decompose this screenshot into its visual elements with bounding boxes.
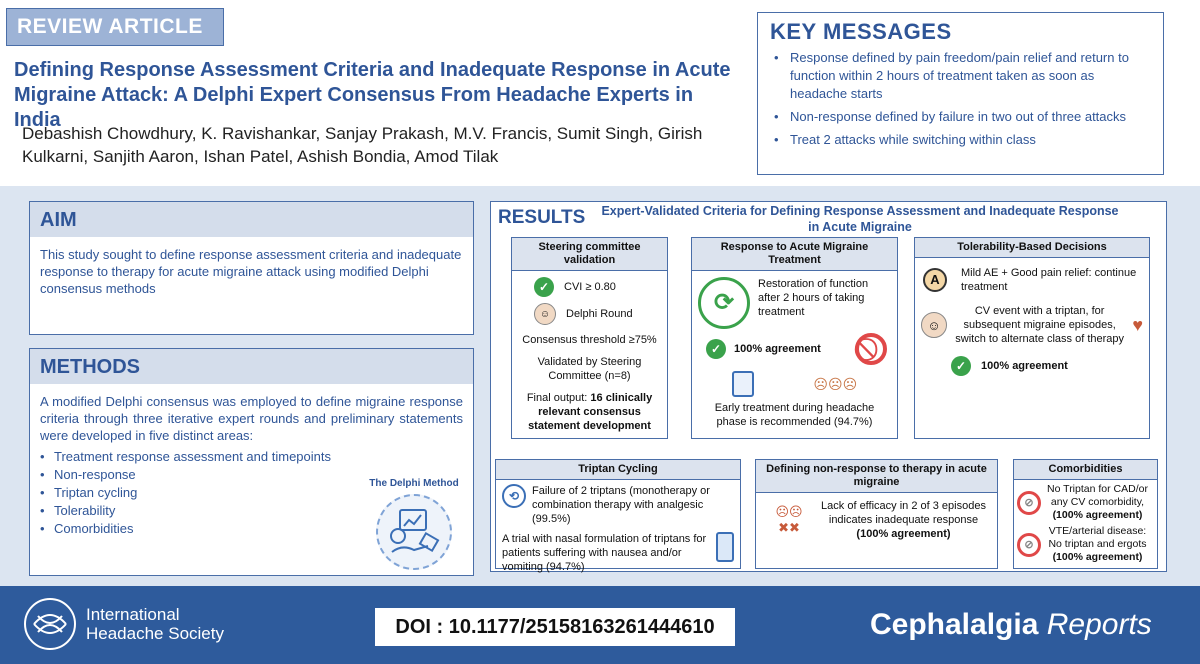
restoration-text: Restoration of function after 2 hours of taking treatment — [758, 278, 869, 318]
cvi-text: CVI ≥ 0.80 — [564, 281, 616, 293]
comorbidities-card — [1013, 459, 1158, 569]
journal-name-2: Reports — [1046, 608, 1152, 641]
check-icon: ✓ — [951, 356, 971, 376]
no-drug-icon: ⊘ — [1017, 533, 1041, 557]
methods-title: METHODS — [40, 356, 140, 378]
response-head: Response to Acute Migraine Treatment — [692, 238, 897, 271]
non-response-head: Defining non-response to therapy in acute migraine — [756, 460, 997, 493]
non-response-agreement: (100% agreement) — [856, 528, 951, 540]
journal-name-1: Cephalalgia — [870, 608, 1039, 641]
cad-agreement: (100% agreement) — [1052, 509, 1143, 521]
non-response-card — [755, 459, 998, 569]
aim-title: AIM — [40, 209, 77, 231]
headache-faces-icon: ☹☹☹ — [813, 376, 858, 392]
review-article-tag: REVIEW ARTICLE — [6, 8, 224, 46]
ihs-line-1: International — [86, 605, 180, 624]
prohibited-icon — [855, 333, 887, 365]
aim-text: This study sought to define response assessment criteria and inadequate response to therapy for acute migraine attack using modified Delphi consensus methods — [40, 247, 462, 296]
response-agreement: 100% agreement — [734, 343, 821, 355]
early-treatment-text: Early treatment during headache phase is recommended (94.7%) — [714, 402, 875, 428]
key-message-item: • Non-response defined by failure in two out of three attacks — [770, 108, 1151, 126]
doctor-icon: ☺ — [534, 303, 556, 325]
ihs-name — [86, 605, 224, 643]
results-subtitle: Expert-Validated Criteria for Defining Response Assessment and Inadequate Response in Acute Migraine — [601, 204, 1119, 234]
vte-agreement: (100% agreement) — [1052, 551, 1143, 563]
check-icon: ✓ — [534, 277, 554, 297]
key-messages-box — [757, 12, 1164, 175]
walking-person-icon: ⟳ — [698, 277, 750, 329]
nasal-text: A trial with nasal formulation of triptans for patients suffering with nausea and/or vomiting (94.7%) — [502, 533, 707, 573]
key-message-item: • Response defined by pain freedom/pain relief and return to function within 2 hours of treatment taken as soon as headache starts — [770, 49, 1151, 103]
tolerability-card — [914, 237, 1150, 439]
delphi-round-text: Delphi Round — [566, 308, 633, 320]
failed-episodes-icon: ☹☹ ✖✖ — [775, 504, 803, 535]
vte-text: VTE/arterial disease: No triptan and ergots — [1048, 525, 1147, 550]
heart-icon: ♥ — [1132, 315, 1143, 335]
methods-item: • Treatment response assessment and timepoints — [40, 448, 473, 466]
steering-committee-card — [511, 237, 668, 439]
comorbidities-head: Comorbidities — [1014, 460, 1157, 480]
article-title: Defining Response Assessment Criteria and Inadequate Response in Acute Migraine Attack: A Delphi Expert Consensus From Headache Experts in India — [14, 59, 731, 131]
key-messages-list — [770, 49, 1151, 149]
ihs-line-2: Headache Society — [86, 624, 224, 643]
methods-item: • Tolerability — [40, 502, 473, 520]
adverse-event-badge: A — [923, 268, 947, 292]
key-message-item: • Treat 2 attacks while switching within class — [770, 131, 1151, 149]
tolerability-head: Tolerability-Based Decisions — [915, 238, 1149, 258]
ihs-logo-icon — [24, 598, 76, 650]
steering-head: Steering committee validation — [512, 238, 667, 271]
tolerability-agreement: 100% agreement — [981, 360, 1068, 372]
triptan-failure-text: Failure of 2 triptans (monotherapy or combination therapy with analgesic (99.5%) — [532, 485, 710, 525]
response-card — [691, 237, 898, 439]
key-messages-title: KEY MESSAGES — [770, 19, 952, 44]
authors: Debashish Chowdhury, K. Ravishankar, Sanjay Prakash, M.V. Francis, Sumit Singh, Girish Kulkarni, Sanjith Aaron, Ishan Patel, Ashish Bondia, Amod Tilak — [22, 124, 703, 166]
pill-bottle-icon — [732, 371, 754, 397]
methods-item: • Comorbidities — [40, 520, 473, 538]
methods-item: • Triptan cycling — [40, 484, 473, 502]
cv-event-text: CV event with a triptan, for subsequent migraine episodes, switch to alternate class of therapy — [955, 305, 1125, 345]
delphi-method-icon — [376, 494, 452, 570]
nasal-spray-icon — [716, 532, 734, 562]
final-output-value: 16 clinically relevant consensus statement development — [528, 392, 653, 432]
aim-panel — [29, 201, 474, 335]
methods-text: A modified Delphi consensus was employed to define migraine response criteria through three iterative expert rounds and preliminary statements were developed in five distinct areas: — [40, 394, 463, 443]
non-response-text: Lack of efficacy in 2 of 3 episodes indicates inadequate response — [821, 500, 986, 526]
journal-name — [870, 608, 1152, 642]
threshold-text: Consensus threshold ≥75% — [522, 334, 657, 346]
validated-text: Validated by Steering Committee (n=8) — [537, 356, 642, 382]
doi: DOI : 10.1177/25158163261444610 — [375, 608, 735, 646]
cycle-icon: ⟲ — [502, 484, 526, 508]
patient-icon: ☺ — [921, 312, 947, 338]
cad-text: No Triptan for CAD/or any CV comorbidity, — [1047, 483, 1148, 508]
methods-item: • Non-response — [40, 466, 473, 484]
triptan-cycling-card — [495, 459, 741, 573]
triptan-head: Triptan Cycling — [496, 460, 740, 480]
mild-ae-text: Mild AE + Good pain relief: continue treatment — [961, 267, 1137, 293]
check-icon: ✓ — [706, 339, 726, 359]
final-output-prefix: Final output: — [526, 392, 588, 404]
results-title: RESULTS — [498, 207, 586, 228]
no-drug-icon: ⊘ — [1017, 491, 1041, 515]
delphi-method-label: The Delphi Method — [369, 478, 459, 489]
